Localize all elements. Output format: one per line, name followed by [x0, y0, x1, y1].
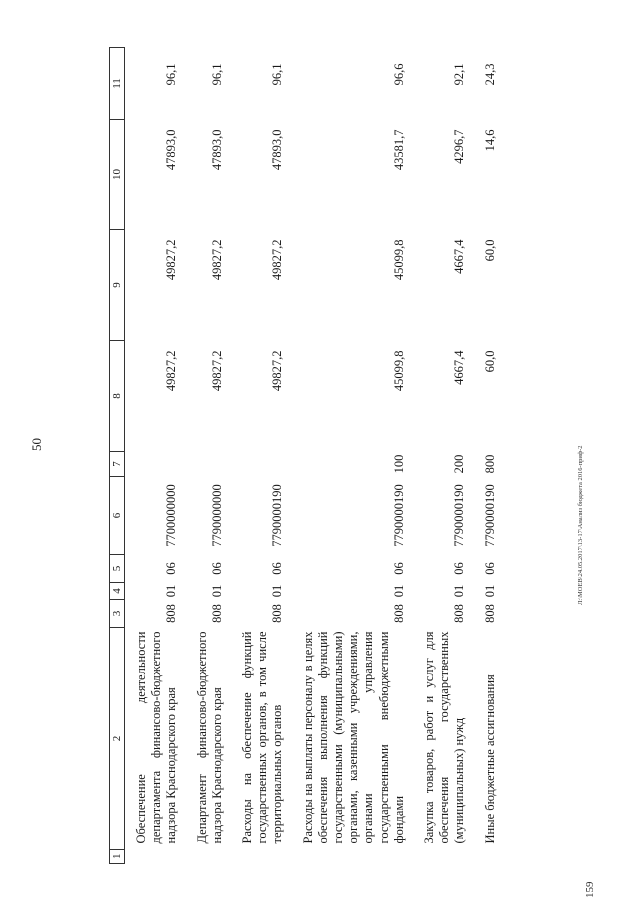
table-row	[292, 48, 413, 864]
cell-c3: 808	[482, 604, 497, 623]
cell-c6: 7790000190	[452, 484, 467, 547]
cell-c5: 06	[391, 562, 406, 575]
cell-c6: 7790000190	[391, 484, 406, 547]
cell-c4: 01	[391, 584, 406, 598]
table-row	[474, 48, 504, 864]
cell-c8: 60,0	[482, 350, 497, 373]
row-index-cell	[125, 850, 186, 864]
cell-c7	[125, 452, 186, 477]
cell-c4: 01	[452, 584, 467, 598]
row-name-cell: Расходы на обеспечение функций государственных органов, в том числе территориальных органов	[240, 631, 285, 844]
row-index-cell	[413, 850, 474, 864]
cell-c6: 7700000000	[164, 484, 179, 547]
header-cell: 2	[110, 628, 125, 850]
cell-c9: 45099,8	[391, 239, 406, 281]
cell-c5: 06	[209, 562, 224, 575]
table-row	[413, 48, 474, 864]
cell-c4: 01	[270, 584, 285, 598]
row-index-cell	[186, 850, 231, 864]
cell-c3: 808	[391, 604, 406, 623]
cell-c4: 01	[209, 584, 224, 598]
cell-c10: 47893,0	[209, 129, 224, 171]
row-name-cell: Обеспечение деятельности департамента финансово-бюджетного надзора Краснодарского края	[134, 631, 179, 844]
header-cell: 9	[110, 230, 125, 341]
header-cell: 3	[110, 600, 125, 628]
cell-c9: 4667,4	[452, 239, 467, 274]
cell-c3: 808	[270, 604, 285, 623]
header-cell: 8	[110, 341, 125, 452]
budget-table-grid	[109, 47, 504, 864]
cell-c11: 24,3	[482, 63, 497, 86]
cell-c9: 49827,2	[209, 239, 224, 281]
header-cell: 6	[110, 477, 125, 555]
row-name-cell: Закупка товаров, работ и услуг для обеспечения государственных (муниципальных) нужд	[422, 631, 467, 844]
row-name-cell: Расходы на выплаты персоналу в целях обеспечения выполнения функций государственными (муниципальными) органами, казенными учреждениями, органами управления государственными внебюджетными фондами	[300, 631, 406, 844]
cell-c9: 60,0	[482, 239, 497, 262]
row-index-cell	[231, 850, 292, 864]
cell-c3: 808	[452, 604, 467, 623]
cell-c8: 49827,2	[209, 350, 224, 392]
cell-c7	[231, 452, 292, 477]
cell-c10: 4296,7	[452, 129, 467, 164]
cell-c6: 7790000190	[270, 484, 285, 547]
cell-c10: 43581,7	[391, 129, 406, 171]
page-number: 50	[29, 438, 44, 451]
row-index-cell	[292, 850, 413, 864]
cell-c8: 4667,4	[452, 350, 467, 385]
header-cell: 10	[110, 120, 125, 230]
header-row	[110, 48, 125, 864]
cell-c8: 49827,2	[164, 350, 179, 392]
cell-c4: 01	[482, 584, 497, 598]
row-name-cell: Департамент финансово-бюджетного надзора Краснодарского края	[194, 631, 224, 844]
cell-c5: 06	[452, 562, 467, 575]
header-cell: 5	[110, 555, 125, 583]
cell-c3: 808	[164, 604, 179, 623]
header-cell: 11	[110, 48, 125, 120]
cell-c10: 47893,0	[270, 129, 285, 171]
cell-c3: 808	[209, 604, 224, 623]
cell-c7: 200	[452, 454, 467, 474]
cell-c6: 7790000190	[482, 484, 497, 547]
cell-c5: 06	[164, 562, 179, 575]
cell-c7: 100	[391, 454, 406, 474]
table-row	[231, 48, 292, 864]
file-path-footer: Л:\МОЕВ\24.05.2017\13-17\Анализ бюджета 2016-приф-2	[577, 445, 584, 605]
table-row	[186, 48, 231, 864]
cell-c11: 96,1	[270, 63, 285, 86]
cell-c11: 92,1	[452, 63, 467, 86]
cell-c5: 06	[270, 562, 285, 575]
header-cell: 4	[110, 583, 125, 600]
cell-c7	[186, 452, 231, 477]
cell-c9: 49827,2	[164, 239, 179, 281]
row-index-cell	[474, 850, 504, 864]
budget-table	[109, 48, 519, 864]
cell-c8: 45099,8	[391, 350, 406, 392]
sheet-number: 159	[584, 881, 596, 898]
cell-c10: 47893,0	[164, 129, 179, 171]
cell-c11: 96,1	[164, 63, 179, 86]
table-row	[125, 48, 186, 864]
cell-c6: 7790000000	[209, 484, 224, 547]
header-cell: 7	[110, 452, 125, 477]
cell-c4: 01	[164, 584, 179, 598]
cell-c11: 96,1	[209, 63, 224, 86]
row-name-cell: Иные бюджетные ассигнования	[482, 674, 497, 844]
cell-c10: 14,6	[482, 129, 497, 152]
cell-c7: 800	[482, 454, 497, 474]
cell-c8: 49827,2	[270, 350, 285, 392]
cell-c5: 06	[482, 562, 497, 575]
cell-c11: 96,6	[391, 63, 406, 86]
cell-c9: 49827,2	[270, 239, 285, 281]
header-cell: 1	[110, 850, 125, 864]
